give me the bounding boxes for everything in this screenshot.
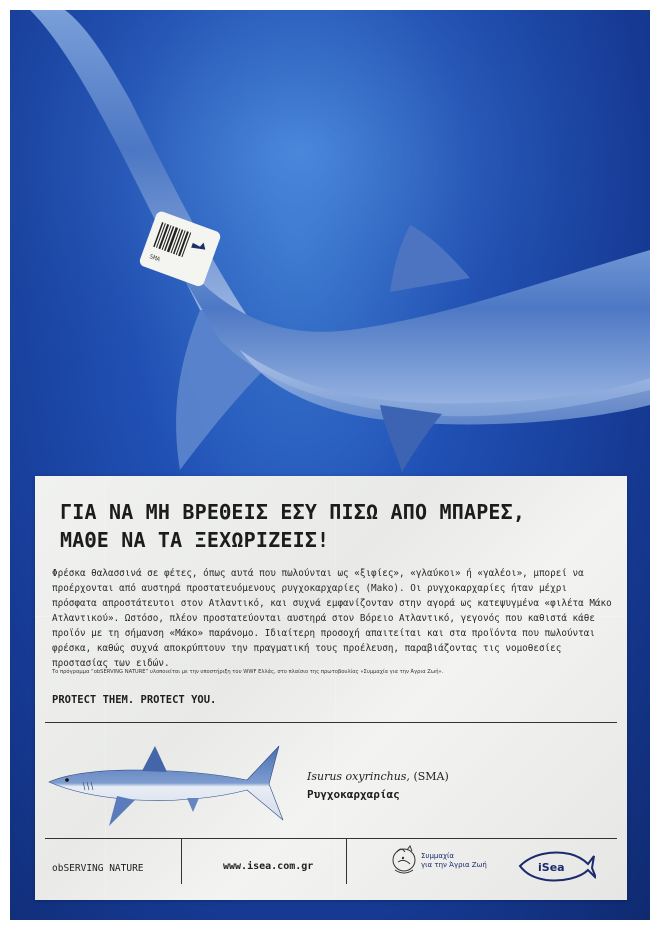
headline-line2: ΜΑΘΕ ΝΑ ΤΑ ΞΕΧΩΡΙΖΕΙΣ! — [60, 528, 330, 552]
website-link[interactable]: www.isea.com.gr — [223, 861, 314, 872]
svg-text:SMA: SMA — [148, 253, 162, 264]
species-code: (SMA) — [413, 770, 449, 783]
divider-bottom — [45, 838, 617, 839]
program-name: obSERVING NATURE — [52, 863, 144, 874]
isea-logo-text: iSea — [538, 861, 565, 874]
scientific-name: Isurus oxyrinchus, — [307, 770, 410, 783]
poster — [10, 10, 650, 920]
footer-separator-2 — [346, 838, 347, 884]
footer-separator-1 — [181, 838, 182, 884]
divider-top — [45, 722, 617, 723]
slogan: PROTECT THEM. PROTECT YOU. — [52, 694, 217, 706]
species-greek-name: Ρυγχοκαρχαρίας — [307, 788, 400, 801]
body-paragraph: Φρέσκα θαλασσινά σε φέτες, όπως αυτά που πωλούνται ως «ξιφίες», «γλαύκοι» ή «γαλέοι», μπορεί να προέρχονται από αυστηρά προστατευόμενους ρυγχοκαρχαρίες (Mako). Οι ρυγχοκαρχαρίες ήταν μέχρι πρόσφατα απροστάτευτοι στον Ατλαντικό, και συχνά εμφανίζονταν στην αγορά ως κατεψυγμένα «φιλέτα Μάκο Ατλαντικού». Ωστόσο, πλέον προστατεύονται αυστηρά στον Βόρειο Ατλαντικό, γεγονός που καθιστά κάθε προϊόν με τη σήμανση «Μάκο» παράνομο. Ιδιαίτερη προσοχή απαιτείται και στα προϊόντα που πωλούνται φρέσκα, καθώς συχνά αποκρύπτουν την πραγματική τους προέλευση, παραβιάζοντας τις νομοθεσίες προστασίας των ειδών. — [52, 568, 612, 669]
alliance-emblem-icon — [389, 842, 419, 878]
alliance-line2: για την Άγρια Ζωή — [421, 860, 487, 869]
wildlife-alliance-logo — [389, 842, 504, 882]
species-latin-name — [307, 770, 449, 783]
hero-shark-photo — [10, 10, 650, 480]
alliance-line1: Συμμαχία — [421, 852, 455, 860]
info-sheet — [35, 476, 627, 900]
isea-fish-logo — [518, 848, 596, 882]
alliance-text — [421, 852, 511, 869]
program-footnote: Το πρόγραμμα “obSERVING NATURE” υλοποιείται με την υποστήριξη του WWF Ελλάς, στο πλαίσιο της πρωτοβουλίας «Συμμαχία για την Άγρια Ζωή». — [52, 669, 444, 675]
mako-shark-illustration — [47, 740, 287, 836]
headline — [60, 498, 620, 554]
headline-line1: ΓΙΑ ΝΑ ΜΗ ΒΡΕΘΕΙΣ ΕΣΥ ΠΙΣΩ ΑΠΟ ΜΠΑΡΕΣ, — [60, 500, 526, 524]
